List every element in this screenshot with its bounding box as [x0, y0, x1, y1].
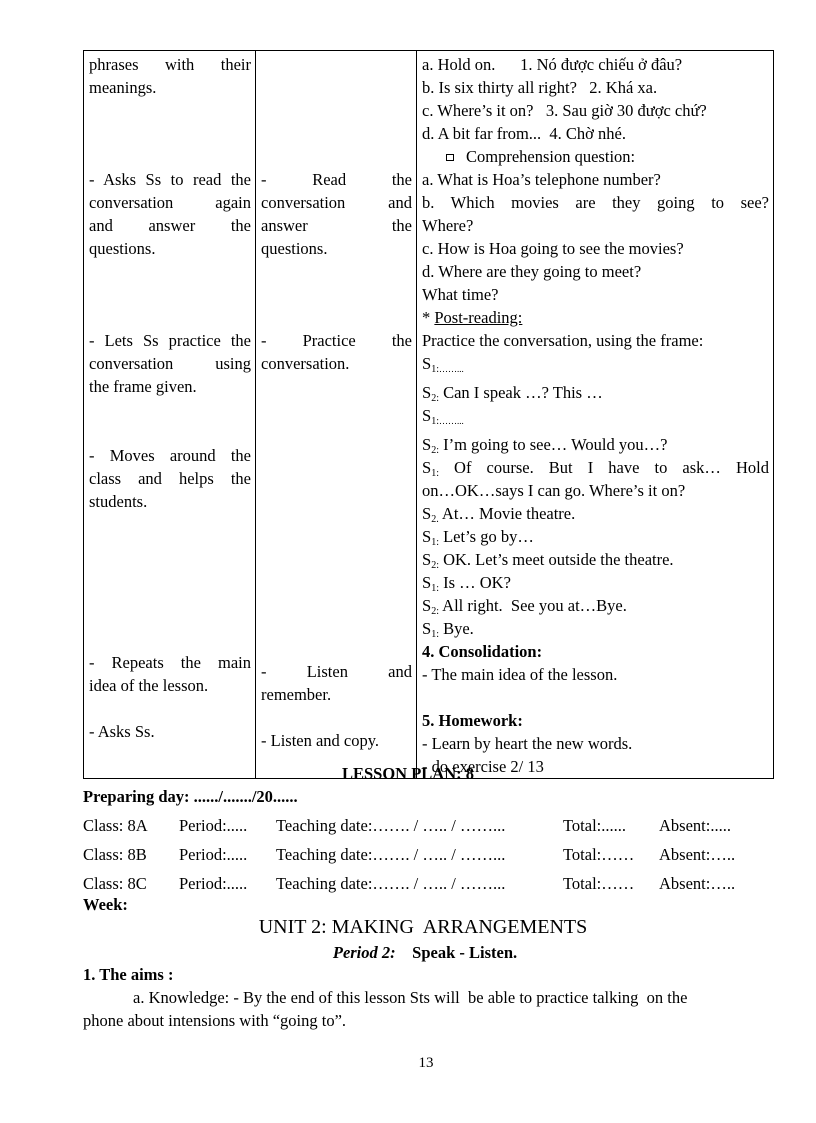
teacher-step: - Asks Ss to read the conversation again and answer the questions.: [89, 170, 251, 258]
teacher-step: - Lets Ss practice the conversation using the frame given.: [89, 331, 251, 396]
homework-heading: 5. Homework:: [422, 711, 523, 730]
dialogue-line: [422, 479, 769, 502]
teacher-step: phrases with their meanings.: [89, 55, 251, 97]
dialogue-line: [422, 456, 769, 479]
speaker-label: $S_{2.}$: [422, 504, 439, 525]
student-step: - Read the conversation and answer the questions.: [261, 170, 412, 258]
student-step: - Listen and copy.: [261, 731, 380, 750]
question: c. How is Hoa going to see the movies?: [422, 239, 684, 258]
dialogue-text: I’m going to see… Would you…?: [438, 435, 668, 454]
lesson-table: [83, 50, 774, 779]
speaker-label: $S_{1:}$: [422, 354, 439, 375]
dialogue-text: Of course. But I have to ask… Hold: [438, 458, 769, 477]
student-step: - Listen and remember.: [261, 662, 412, 704]
aims-knowledge-cont: phone about intensions with “going to”.: [83, 1011, 347, 1030]
dialogue-line: [422, 617, 769, 640]
dialogue-text: Can I speak …? This …: [438, 383, 603, 402]
student-activities-cell: [256, 51, 417, 779]
match-item: c. Where’s it on? 3. Sau giờ 30 được chứ?: [422, 101, 707, 120]
question: What time?: [422, 285, 499, 304]
dialogue-text: Let’s go by…: [438, 527, 534, 546]
homework-item: - Learn by heart the new words.: [422, 734, 633, 753]
question: d. Where are they going to meet?: [422, 262, 642, 281]
lesson-plan-title: LESSON PLAN: 8: [341, 764, 475, 783]
question: b. Which movies are they going to see?: [422, 193, 769, 212]
dialogue-text: OK. Let’s meet outside the theatre.: [438, 550, 674, 569]
comprehension-heading: Comprehension question:: [422, 145, 769, 168]
student-step: - Practice the conversation.: [261, 331, 412, 373]
teacher-step: - Asks Ss.: [89, 722, 155, 741]
teacher-step: - Moves around the class and helps the students.: [89, 446, 251, 511]
dialogue-text: All right. See you at…Bye.: [438, 596, 627, 615]
dialogue-text: on…OK…says I can go. Where’s it on?: [422, 481, 686, 500]
aims-heading: 1. The aims :: [83, 965, 174, 984]
dialogue-line: [422, 571, 769, 594]
post-reading-heading: * Post-reading:: [422, 308, 523, 327]
consolidation-heading: 4. Consolidation:: [422, 642, 543, 661]
frame-intro: Practice the conversation, using the frame:: [422, 331, 704, 350]
speaker-label: $S_{2:}$: [422, 435, 439, 456]
dialogue-text: Is … OK?: [438, 573, 511, 592]
match-item: b. Is six thirty all right? 2. Khá xa.: [422, 78, 658, 97]
teacher-activities-cell: [84, 51, 256, 779]
match-item: a. Hold on. 1. Nó được chiếu ở đâu?: [422, 55, 683, 74]
speaker-label: $S_{1:}$: [422, 573, 439, 594]
speaker-label: $S_{1:}$: [422, 458, 439, 479]
dialogue-text: Bye.: [438, 619, 474, 638]
dialogue-line: [422, 548, 769, 571]
speaker-label: $S_{1:}$: [422, 527, 439, 548]
speaker-label: $S_{1:}$: [422, 406, 439, 427]
unit-title: UNIT 2: MAKING ARRANGEMENTS: [258, 916, 588, 938]
square-bullet-icon: [446, 154, 454, 161]
aims-knowledge: a. Knowledge: - By the end of this lesson Sts will be able to practice talking on the: [133, 988, 688, 1007]
speaker-label: $S_{2:}$: [422, 550, 439, 571]
preparing-day: Preparing day: ....../......./20......: [83, 787, 298, 806]
dialogue-text: ……...: [438, 364, 464, 374]
period-heading: Period 2: Speak - Listen.: [332, 943, 518, 962]
dialogue-line: [422, 404, 769, 433]
question: a. What is Hoa’s telephone number?: [422, 170, 661, 189]
dialogue-line: [422, 433, 769, 456]
week-label: Week:: [83, 895, 128, 914]
content-cell: [417, 51, 774, 779]
speaker-label: $S_{1:}$: [422, 619, 439, 640]
speaker-label: $S_{2:}$: [422, 383, 439, 404]
consolidation-text: - The main idea of the lesson.: [422, 665, 618, 684]
homework-item: - do exercise 2/ 13: [422, 757, 544, 776]
class-row: Class: 8C Period:..... Teaching date:……. / ….. / ……... Total:…… Absent:…..: [83, 874, 736, 893]
match-item: d. A bit far from... 4. Chờ nhé.: [422, 124, 626, 143]
speaker-label: $S_{2:}$: [422, 596, 439, 617]
dialogue: [422, 352, 769, 640]
question: Where?: [422, 216, 474, 235]
dialogue-line: [422, 381, 769, 404]
class-row: Class: 8A Period:..... Teaching date:……. / ….. / ……... Total:...... Absent:.....: [83, 816, 731, 835]
class-row: Class: 8B Period:..... Teaching date:……. / ….. / ……... Total:…… Absent:…..: [83, 845, 736, 864]
dialogue-line: [422, 502, 769, 525]
dialogue-line: [422, 594, 769, 617]
dialogue-text: ……...: [438, 416, 464, 426]
dialogue-line: [422, 525, 769, 548]
dialogue-text: At… Movie theatre.: [438, 504, 576, 523]
page-number: 13: [418, 1055, 434, 1071]
dialogue-line: [422, 352, 769, 381]
teacher-step: - Repeats the main idea of the lesson.: [89, 653, 251, 695]
